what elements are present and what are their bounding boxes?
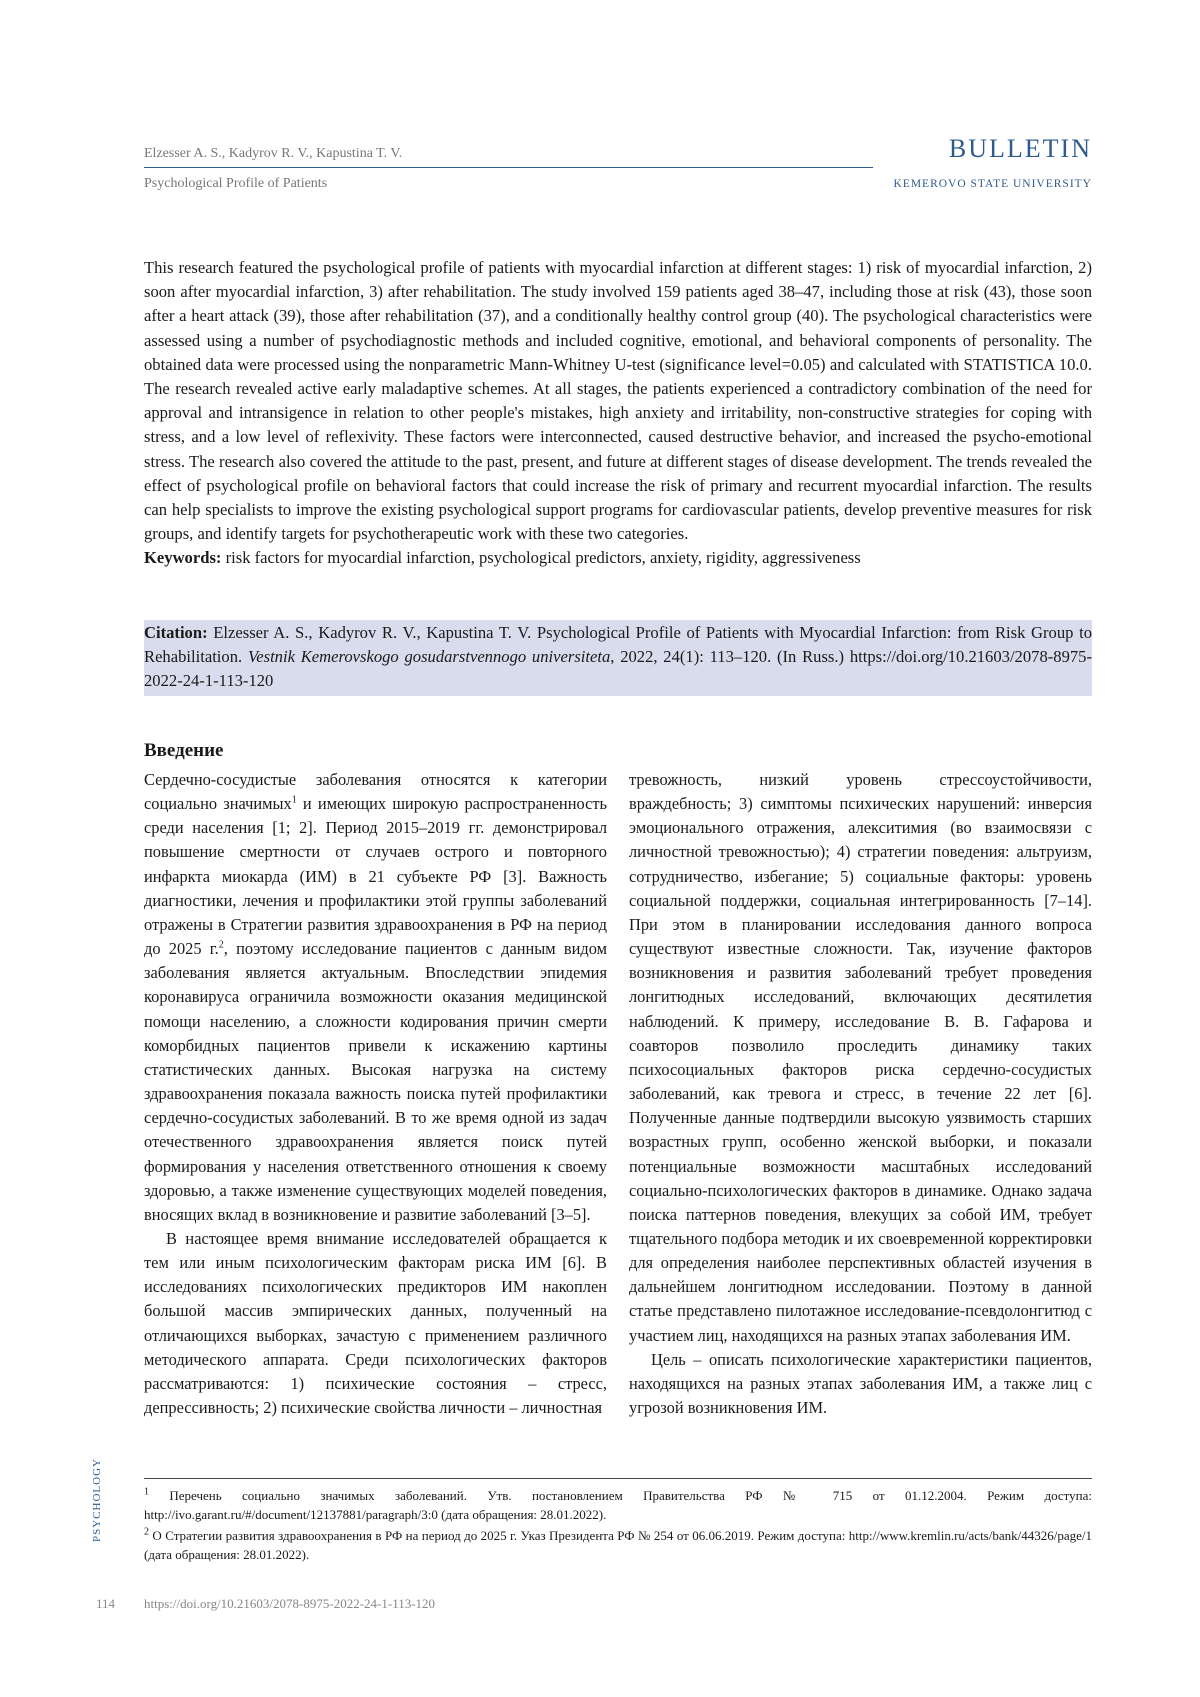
citation-text: Elzesser A. S., Kadyrov R. V., Kapustina T. V. Psychological Profile of Patients with Myocardial Infarction: from Risk Group to Rehabilitation. xyxy=(144,623,1092,666)
abstract xyxy=(144,256,1092,571)
footnote: $^1$ Перечень социально значимых заболеваний. Утв. постановлением Правительства РФ № 715 от 01.12.2004. Режим доступа: http://ivo.garant.ru/#/document/12137881/paragraph/3:0 (дата обращения: 28.01.2022). xyxy=(144,1486,1093,1522)
keywords-text: risk factors for myocardial infarction, psychological predictors, anxiety, rigidity, aggressiveness xyxy=(225,548,861,568)
keywords-label: Keywords: xyxy=(144,548,222,568)
section-side-label: PSYCHOLOGY xyxy=(91,1458,103,1542)
page-number: 114 xyxy=(96,1596,116,1611)
footnote-ref[interactable]: 1 xyxy=(291,794,297,806)
citation-details[interactable]: , 2022, 24(1): 113–120. (In Russ.) https://doi.org/10.21603/2078-8975-2022-24-1-113-120 xyxy=(144,647,1092,690)
running-head-title: Psychological Profile of Patients xyxy=(144,176,328,191)
citation-journal: Vestnik Kemerovskogo gosudarstvennogo universiteta xyxy=(247,647,611,666)
journal-brand: BULLETIN xyxy=(948,134,1092,163)
body-paragraph: Сердечно-сосудистые заболевания относятся к категории социально значимых$^1$ и имеющих широкую распространенность среди населения [1; 2]. Период 2015–2019 гг. демонстрировал повышение смертности от случаев острого и повторного инфаркта миокарда (ИМ) в 21 субъекте РФ [3]. Важность диагностики, лечения и профилактики этой группы заболеваний отражены в Стратегии развития здравоохранения в РФ на период до 2025 г.$^2$, поэтому исследование пациентов с данным видом заболевания является актуальным. Впоследствии эпидемия коронавируса ограничила возможности оказания медицинской помощи населению, а сложности кодирования причин смерти коморбидных пациентов привели к искажению картины статистических данных. Высокая нагрузка на систему здравоохранения показала важность поиска путей профилактики сердечно-сосудистых заболеваний. В то же время одной из задач отечественного здравоохранения является поиск путей формирования у населения ответственного отношения к своему здоровью, а также изменение существующих моделей поведения, вносящих вклад в возникновение и развитие заболеваний [3–5]. xyxy=(144,770,608,1224)
citation-label: Citation: xyxy=(144,623,208,642)
section-title: Введение xyxy=(144,740,224,761)
body-paragraph: Цель – описать психологические характеристики пациентов, находящихся на разных этапах заболевания ИМ, а также лиц с угрозой возникновения ИМ. xyxy=(629,1349,1092,1418)
journal-brand-subtitle: KEMEROVO STATE UNIVERSITY xyxy=(893,178,1092,190)
citation-box xyxy=(144,620,1092,696)
footnotes xyxy=(144,1486,1092,1566)
footer-doi-link[interactable]: https://doi.org/10.21603/2078-8975-2022-24-1-113-120 xyxy=(144,1596,436,1611)
body-paragraph: В настоящее время внимание исследователей обращается к тем или иным психологическим факторам риска ИМ [6]. В исследованиях психологических предикторов ИМ накоплен большой массив эмпирических данных, полученный на отличающихся выборках, зачастую с применением различного методического аппарата. Среди психологических факторов рассматриваются: 1) психические состояния – стресс, депрессивность; 2) психические свойства личности – личностная xyxy=(144,1228,607,1418)
header-divider xyxy=(144,167,873,168)
footnote-divider xyxy=(144,1478,1092,1479)
body-paragraph: тревожность, низкий уровень стрессоустойчивости, враждебность; 3) симптомы психических нарушений: инверсия эмоционального отражения, алекситимия (во взаимосвязи с личностной тревожностью); 4) стратегии поведения: альтруизм, сотрудничество, избегание; 5) социальные факторы: уровень социальной поддержки, социальная интегрированность [7–14]. При этом в планировании исследования данного вопроса существуют известные сложности. Так, изучение факторов возникновения и развития заболеваний требует проведения лонгитюдных исследований, включающих десятилетия наблюдений. К примеру, исследование В. В. Гафарова и соавторов позволило проследить динамику таких психосоциальных факторов риска сердечно-сосудистых заболеваний, как тревога и стресс, в течение 22 лет [6]. Полученные данные подтвердили высокую уязвимость старших возрастных групп, особенно женской выборки, и показали потенциальные возможности масштабных исследований социально-психологических факторов в динамике. Однако задача поиска паттернов поведения, влекущих за собой ИМ, требует тщательного подбора методик и их своевременной корректировки для определения наиболее перспективных областей изучения в дальнейшем лонгитюдном исследовании. Поэтому в данной статье представлено пилотажное исследование-псевдолонгитюд с участием лиц, находящихся на разных этапах заболевания ИМ. xyxy=(629,770,1092,1345)
body-column-right xyxy=(629,768,1092,1420)
footnote-ref[interactable]: 2 xyxy=(218,939,224,951)
footnote: $^2$ О Стратегии развития здравоохранения в РФ на период до 2025 г. Указ Президента РФ № 254 от 06.06.2019. Режим доступа: http://www.kremlin.ru/acts/bank/44326/page/1 (дата обращения: 28.01.2022). xyxy=(144,1526,1092,1562)
running-head-authors: Elzesser A. S., Kadyrov R. V., Kapustina T. V. xyxy=(144,146,403,161)
abstract-text: This research featured the psychological profile of patients with myocardial infarction at different stages: 1) risk of myocardial infarction, 2) soon after myocardial infarction, 3) after rehabilitation. The study involved 159 patients aged 38–47, including those at risk (43), those soon after a heart attack (39), those after rehabilitation (37), and a conditionally healthy control group (40). The psychological characteristics were assessed using a number of psychodiagnostic methods and included cognitive, emotional, and behavioral components of personality. The obtained data were processed using the nonparametric Mann-Whitney U-test (significance level=0.05) and calculated with STATISTICA 10.0. The research revealed active early maladaptive schemes. At all stages, the patients experienced a contradictory combination of the need for approval and intransigence in relation to other people's mistakes, high anxiety and irritability, non-constructive strategies for coping with stress, and a low level of reflexivity. These factors were interconnected, caused destructive behavior, and increased the psycho-emotional stress. The research also covered the attitude to the past, present, and future at different stages of disease development. The trends revealed the effect of psychological profile on behavioral factors that could increase the risk of primary and recurrent myocardial infarction. The results can help specialists to improve the existing psychological support programs for cardiovascular patients, develop preventive measures for risk groups, and identify targets for psychotherapeutic work with these two categories. xyxy=(144,258,1092,544)
body-column-left xyxy=(144,768,607,1420)
